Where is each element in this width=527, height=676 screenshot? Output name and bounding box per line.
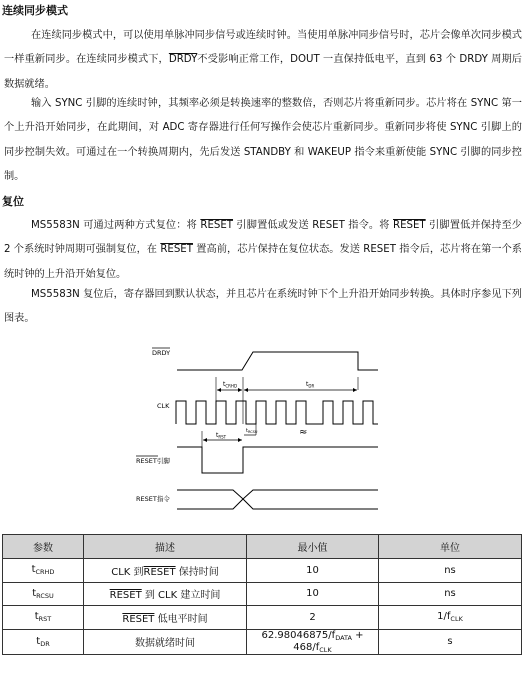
text-run: 在连续同步模式中，可以使用单脉冲同步信号或连续时钟。当使用单脉冲同步信号时，芯片会像单次同步模式一样重新同步。在连续同步模式下， xyxy=(4,30,522,66)
unit-cell: ns xyxy=(379,559,522,583)
reset-pin-waveform xyxy=(177,447,378,473)
clk-break-mark: ≈ xyxy=(299,427,308,438)
text-run: 引脚置低或发送 RESET 指令。将 xyxy=(233,220,393,231)
section-heading-continuous-sync: 连续同步模式 xyxy=(2,4,68,17)
desc-cell: 数据就绪时间 xyxy=(84,629,247,654)
header-min: 最小值 xyxy=(247,535,379,559)
t-crhd-label: $t_{CRHD}$ xyxy=(223,381,238,389)
drdy-waveform xyxy=(177,352,378,370)
t-rcsu-label: $t_{RCSU}$ xyxy=(246,428,258,435)
table-row xyxy=(3,582,522,606)
paragraph-continuous-sync-2: 输入 SYNC 引脚的连续时钟，其频率必须是转换速率的整数倍，否则芯片将重新同步。芯片将在 SYNC 第一个上升沿开始同步，在此期间，对 ADC 寄存器进行任何写操作会使芯片重新同步。重新同步将使 SYNC 引脚上的同步控制失效。可通过在一个转换周期内，先后发送 STANDBY 和 WAKEUP 指令来重新使能 SYNC 引脚的同步控制。 xyxy=(4,98,522,182)
drdy-label: DRDY xyxy=(152,349,171,357)
text-run: 不受影响正常工作，DOUT 一直保持低电平，直到 63 个 DRDY 周期后数据就绪。 xyxy=(4,54,522,90)
desc-cell: RESET 到 CLK 建立时间 xyxy=(84,582,247,606)
min-cell: 10 xyxy=(247,582,379,606)
header-unit: 单位 xyxy=(379,535,522,559)
clk-label: CLK xyxy=(157,402,170,410)
text-run: 引脚置低并保持至少 2 个系统时钟周期可强制复位，在 xyxy=(4,220,522,256)
reset-overline-text: RESET xyxy=(160,244,193,256)
unit-cell: s xyxy=(379,629,522,654)
t-rst-label: $t_{RST}$ xyxy=(216,432,227,440)
text-run: MS5583N 可通过两种方式复位：将 xyxy=(31,220,201,231)
t-dr-label: $t_{DR}$ xyxy=(306,381,315,389)
unit-cell: $1/f_{CLK}$ xyxy=(379,606,522,630)
reset-cmd-label: RESET指令 xyxy=(136,495,170,503)
text-run: 置高前，芯片保持在复位状态。发送 RESET 指令后，芯片将在第一个系统时钟的上升沿开始复位。 xyxy=(4,244,522,280)
paragraph-reset-1 xyxy=(4,214,522,287)
reset-overline-text: RESET xyxy=(200,220,234,231)
param-cell: $t_{DR}$ xyxy=(3,629,84,654)
desc-cell: CLK 到RESET 保持时间 xyxy=(84,559,247,583)
header-param: 参数 xyxy=(3,535,84,559)
reset-overline-text: RESET xyxy=(393,220,426,231)
table-row xyxy=(3,559,522,583)
param-cell: $t_{RST}$ xyxy=(3,606,84,630)
reset-pin-label xyxy=(136,456,170,465)
header-desc: 描述 xyxy=(84,535,247,559)
clk-waveform xyxy=(176,401,378,424)
reset-pin-label-ol: RESET xyxy=(136,457,157,465)
table-row xyxy=(3,606,522,630)
unit-cell: ns xyxy=(379,582,522,606)
table-header-row xyxy=(3,535,522,559)
paragraph-continuous-sync-1 xyxy=(4,24,522,97)
desc-cell: RESET 低电平时间 xyxy=(84,606,247,630)
param-cell: $t_{RCSU}$ xyxy=(3,582,84,606)
paragraph-reset-2: MS5583N 复位后，寄存器回到默认状态，并且芯片在系统时钟下个上升沿开始同步转换。具体时序参见下列图表。 xyxy=(4,289,522,325)
section-heading-reset: 复位 xyxy=(2,195,24,208)
min-cell: $62.98046875/f_{DATA} + 468/f_{CLK}$ xyxy=(247,629,379,654)
reset-cmd-waveform-top xyxy=(177,490,378,499)
min-cell: 10 xyxy=(247,559,379,583)
table-row xyxy=(3,629,522,654)
reset-cmd-waveform-bottom xyxy=(177,499,378,509)
timing-parameter-table xyxy=(2,534,522,655)
min-cell: 2 xyxy=(247,606,379,630)
reset-pin-label-suffix: 引脚 xyxy=(156,457,170,465)
param-cell: $t_{CRHD}$ xyxy=(3,559,84,583)
drdy-overline-text: DRDY xyxy=(168,54,198,66)
reset-timing-diagram xyxy=(0,335,527,525)
